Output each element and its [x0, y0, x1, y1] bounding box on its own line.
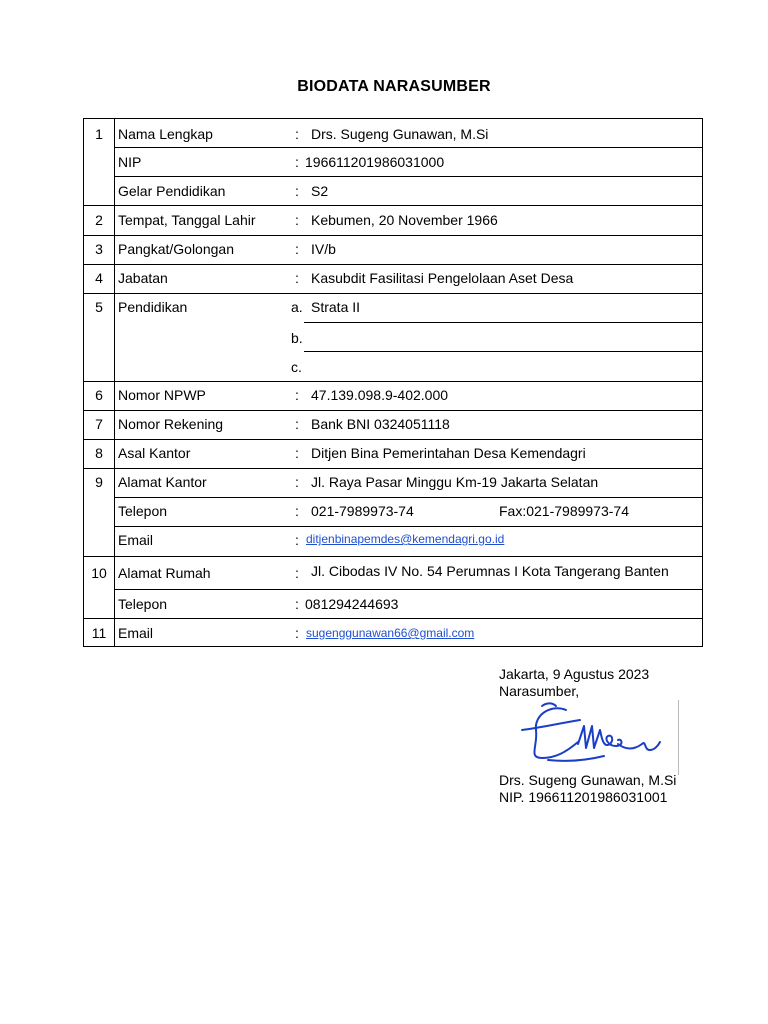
- field-value: 196611201986031000: [305, 154, 445, 170]
- field-label: Email: [118, 625, 154, 641]
- table-divider: [84, 205, 702, 206]
- table-divider: [114, 497, 702, 498]
- biodata-table: [83, 118, 703, 647]
- field-colon: :: [295, 416, 299, 432]
- field-colon: :: [295, 532, 299, 548]
- field-label: Nama Lengkap: [118, 126, 213, 142]
- field-value: Jl. Cibodas IV No. 54 Perumnas I Kota Tangerang Banten: [311, 563, 669, 579]
- row-number: 8: [95, 445, 103, 461]
- field-colon: :: [295, 387, 299, 403]
- field-label: Pendidikan: [118, 299, 188, 315]
- field-value: 47.139.098.9-402.000: [311, 387, 449, 403]
- field-label: Nomor NPWP: [118, 387, 206, 403]
- field-colon: :: [295, 474, 299, 490]
- row-number: 5: [95, 299, 103, 315]
- row-number: 9: [95, 474, 103, 490]
- table-divider: [84, 468, 702, 469]
- row-number: 4: [95, 270, 103, 286]
- field-label: Gelar Pendidikan: [118, 183, 226, 199]
- field-value: Bank BNI 0324051118: [311, 416, 450, 432]
- field-colon: :: [295, 565, 299, 581]
- field-value: Drs. Sugeng Gunawan, M.Si: [311, 126, 489, 142]
- row-number: 1: [95, 126, 103, 142]
- document-title: BIODATA NARASUMBER: [297, 78, 491, 95]
- table-divider: [114, 589, 702, 590]
- field-label: Tempat, Tanggal Lahir: [118, 212, 256, 228]
- table-divider: [304, 322, 702, 323]
- row-number: 6: [95, 387, 103, 403]
- field-value: 081294244693: [305, 596, 399, 612]
- table-divider: [84, 235, 702, 236]
- table-divider: [84, 264, 702, 265]
- row-number: 3: [95, 241, 103, 257]
- signatory-role: Narasumber,: [499, 683, 580, 699]
- table-divider: [114, 176, 702, 177]
- field-label: Pangkat/Golongan: [118, 241, 234, 257]
- field-label: Jabatan: [118, 270, 168, 286]
- table-divider: [304, 351, 702, 352]
- signatory-name: Drs. Sugeng Gunawan, M.Si: [499, 772, 677, 788]
- signature-margin-line: [678, 700, 679, 775]
- handwritten-signature: [508, 700, 668, 772]
- table-divider: [84, 293, 702, 294]
- table-divider: [84, 381, 702, 382]
- field-value: S2: [311, 183, 329, 199]
- table-divider: [114, 526, 702, 527]
- field-value: Kebumen, 20 November 1966: [311, 212, 498, 228]
- field-label: NIP: [118, 154, 142, 170]
- row-number: 11: [91, 625, 107, 641]
- education-marker: b.: [291, 330, 303, 346]
- field-colon: :: [295, 503, 299, 519]
- row-number: 2: [95, 212, 103, 228]
- row-number: 7: [95, 416, 103, 432]
- field-label: Alamat Rumah: [118, 565, 211, 581]
- field-colon: :: [295, 270, 299, 286]
- email-link[interactable]: sugenggunawan66@gmail.com: [306, 626, 475, 640]
- field-value: 021-7989973-74: [311, 503, 414, 519]
- table-divider: [84, 618, 702, 619]
- field-colon: :: [295, 241, 299, 257]
- field-colon: :: [295, 212, 299, 228]
- place-date: Jakarta, 9 Agustus 2023: [499, 666, 650, 682]
- field-value: Ditjen Bina Pemerintahan Desa Kemendagri: [311, 445, 586, 461]
- signatory-nip: NIP. 196611201986031001: [499, 789, 668, 805]
- field-label: Nomor Rekening: [118, 416, 224, 432]
- field-colon: :: [295, 596, 299, 612]
- table-divider: [114, 147, 702, 148]
- field-colon: :: [295, 126, 299, 142]
- field-value: IV/b: [311, 241, 336, 257]
- education-marker: a.: [291, 299, 303, 315]
- field-label: Asal Kantor: [118, 445, 191, 461]
- field-label: Telepon: [118, 503, 168, 519]
- field-colon: :: [295, 445, 299, 461]
- table-divider: [114, 119, 115, 646]
- table-divider: [84, 556, 702, 557]
- field-colon: :: [295, 625, 299, 641]
- field-label: Email: [118, 532, 154, 548]
- education-marker: c.: [291, 359, 302, 375]
- field-value: Jl. Raya Pasar Minggu Km-19 Jakarta Selatan: [311, 474, 599, 490]
- field-label: Alamat Kantor: [118, 474, 207, 490]
- row-number: 10: [91, 565, 107, 581]
- field-colon: :: [295, 154, 299, 170]
- fax-value: Fax:021-7989973-74: [499, 503, 629, 519]
- table-divider: [84, 439, 702, 440]
- table-divider: [84, 410, 702, 411]
- field-value: Strata II: [311, 299, 361, 315]
- field-colon: :: [295, 183, 299, 199]
- field-value: Kasubdit Fasilitasi Pengelolaan Aset Desa: [311, 270, 574, 286]
- email-link[interactable]: ditjenbinapemdes@kemendagri.go.id: [306, 532, 505, 546]
- field-label: Telepon: [118, 596, 168, 612]
